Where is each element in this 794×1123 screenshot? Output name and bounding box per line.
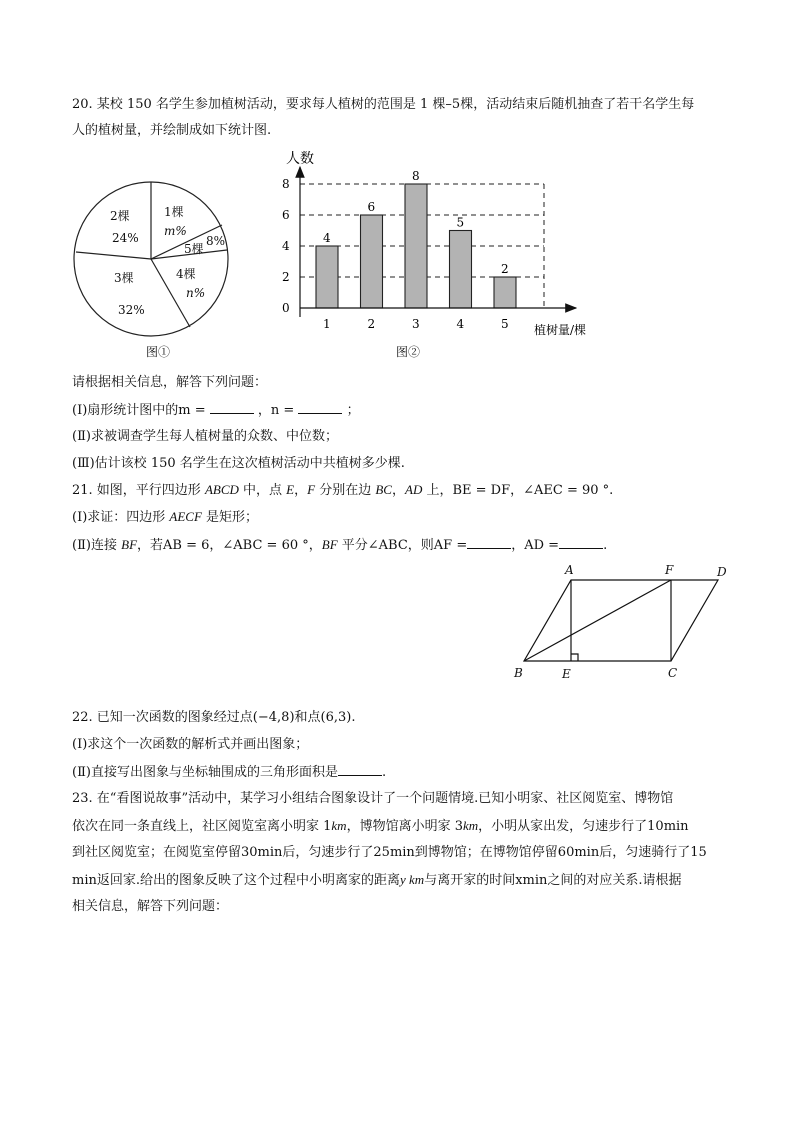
q23-line-5: 相关信息，解答下列问题： <box>72 899 229 914</box>
q20-sub2: (Ⅱ)求被调查学生每人植树量的众数、中位数； <box>72 429 338 444</box>
pie-pct-2: 24% <box>112 231 139 245</box>
point-label-e: E <box>562 667 571 681</box>
pie-pct-3: 32% <box>118 303 145 317</box>
q21-var: ABCD <box>204 482 239 497</box>
pie-label-5: 5棵 <box>184 242 204 256</box>
pie-label-1: 1棵 <box>164 205 184 219</box>
y-tick-label-2: 2 <box>282 270 290 284</box>
pie-caption: 图① <box>146 345 171 359</box>
pie-divider-3-2 <box>76 252 151 259</box>
q22-text: . <box>381 765 387 780</box>
q21-var: E <box>286 482 295 497</box>
q21-text: ，AD = <box>511 538 560 553</box>
q23-text: ，小明从家出发，匀速步行了10min <box>478 819 689 834</box>
q22-line-1: 22. 已知一次函数的图象经过点(−4,8)和点(6,3). <box>72 710 356 725</box>
x-axis-label: 植树量/棵 <box>534 323 587 337</box>
q23-text: 与离开家的时间xmin之间的对应关系.请根据 <box>424 873 682 888</box>
answer-blank-area[interactable] <box>338 763 382 776</box>
q21-text: (Ⅱ)连接 <box>72 538 122 553</box>
answer-blank-n[interactable] <box>298 401 342 414</box>
q20-sub1-mid: ，n = <box>257 403 295 418</box>
answer-blank-m[interactable] <box>210 401 254 414</box>
q21-text: 分别在边 <box>315 483 376 498</box>
q21-text: . <box>603 538 608 553</box>
point-label-f: F <box>665 563 674 577</box>
q23-text: 依次在同一条直线上，社区阅览室离小明家 1 <box>72 819 332 834</box>
q20-line-2: 人的植树量，并绘制成如下统计图. <box>72 123 272 138</box>
point-label-a: A <box>565 563 574 577</box>
q21-text: 21. 如图，平行四边形 <box>72 483 205 498</box>
q21-line-1 <box>72 481 613 500</box>
x-tick-label-2: 2 <box>367 317 376 331</box>
q23-line-1: 23. 在“看图说故事”活动中，某学习小组结合图象设计了一个问题情境.已知小明家、社区阅览室、博物馆 <box>72 791 674 806</box>
q21-var: BC <box>375 482 392 497</box>
data-label-2: 6 <box>367 200 376 214</box>
y-tick-label-8: 8 <box>282 177 290 191</box>
bar-caption: 图② <box>396 345 421 359</box>
data-label-5: 2 <box>501 262 509 276</box>
q23-text: ，博物馆离小明家 3 <box>346 819 463 834</box>
x-tick-label-3: 3 <box>412 317 420 331</box>
pie-pct-4: n% <box>186 286 206 300</box>
answer-blank-ad[interactable] <box>559 536 603 549</box>
y-tick-label-6: 6 <box>282 208 290 222</box>
q21-var: AECF <box>169 509 202 524</box>
bar-chart <box>270 145 610 345</box>
point-label-c: C <box>668 666 678 680</box>
x-tick-label-5: 5 <box>501 317 509 331</box>
q23-unit: km <box>462 818 479 833</box>
q21-text: 平分∠ABC，则AF = <box>337 538 468 553</box>
q20-prompt: 请根据相关信息，解答下列问题： <box>72 375 268 390</box>
bar-1 <box>316 246 338 308</box>
q22-sub2 <box>72 763 386 782</box>
q21-var: BF <box>121 537 138 552</box>
q21-text: ，若AB = 6，∠ABC = 60 °， <box>137 538 322 553</box>
q21-text: 上，BE = DF，∠AEC = 90 °. <box>422 483 614 498</box>
data-label-4: 5 <box>456 215 465 230</box>
q21-var: F <box>307 482 316 497</box>
bar-3 <box>405 184 427 308</box>
q21-text: ， <box>294 483 308 498</box>
bar-5 <box>494 277 516 308</box>
q23-line-3: 到社区阅览室；在阅览室停留30min后，匀速步行了25min到博物馆；在博物馆停留60min后，匀速骑行了15 <box>72 845 707 860</box>
parallelogram-figure <box>505 560 745 685</box>
data-label-1: 4 <box>323 231 331 245</box>
q20-sub3: (Ⅲ)估计该校 150 名学生在这次植树活动中共植树多少棵. <box>72 456 405 471</box>
q22-text: (Ⅱ)直接写出图象与坐标轴围成的三角形面积是 <box>72 765 338 780</box>
x-tick-label-4: 4 <box>456 317 465 331</box>
q21-text: (Ⅰ)求证：四边形 <box>72 510 170 525</box>
q21-var: AD <box>405 482 423 497</box>
q21-text: 是矩形； <box>201 510 259 525</box>
pie-label-2: 2棵 <box>110 209 130 223</box>
ytick-layer <box>282 177 290 315</box>
q20-sub1-end: ； <box>346 403 360 418</box>
q23-unit: km <box>405 872 425 887</box>
pie-pct-1: m% <box>164 224 187 238</box>
q22-sub1: (Ⅰ)求这个一次函数的解析式并画出图象； <box>72 737 309 752</box>
pie-label-3: 3棵 <box>114 271 134 285</box>
q20-line-1: 20. 某校 150 名学生参加植树活动，要求每人植树的范围是 1 棵–5棵，活动结束后随机抽查了若干名学生每 <box>72 97 695 112</box>
answer-blank-af[interactable] <box>467 536 511 549</box>
q21-sub2 <box>72 536 607 555</box>
q21-text: ， <box>391 483 405 498</box>
x-tick-label-1: 1 <box>323 317 331 331</box>
right-angle-mark <box>571 654 578 661</box>
q21-text: 中，点 <box>238 483 287 498</box>
point-label-d: D <box>717 565 727 579</box>
q23-line-4 <box>72 871 682 890</box>
bar-2 <box>361 215 383 308</box>
bar-4 <box>450 231 472 309</box>
q20-sub1 <box>72 401 360 420</box>
xtick-layer <box>323 317 509 331</box>
q21-sub1 <box>72 508 258 527</box>
q23-line-2 <box>72 817 689 836</box>
data-label-3: 8 <box>412 169 420 183</box>
segment-bf <box>524 580 671 661</box>
pie-chart <box>72 162 242 342</box>
y-tick-label-0: 0 <box>282 301 290 315</box>
q23-var: y <box>400 872 406 887</box>
q21-var: BF <box>321 537 338 552</box>
q23-text: min返回家.给出的图象反映了这个过程中小明离家的距离 <box>72 873 400 888</box>
q23-unit: km <box>331 818 347 833</box>
q20-sub1-pre: (Ⅰ)扇形统计图中的m = <box>72 403 206 418</box>
y-tick-label-4: 4 <box>282 239 290 253</box>
pie-pct-5: 8% <box>206 234 226 248</box>
pie-label-4: 4棵 <box>176 267 196 281</box>
parallelogram-abcd <box>524 580 718 661</box>
y-axis-label: 人数 <box>286 151 314 167</box>
point-label-b: B <box>514 666 523 680</box>
